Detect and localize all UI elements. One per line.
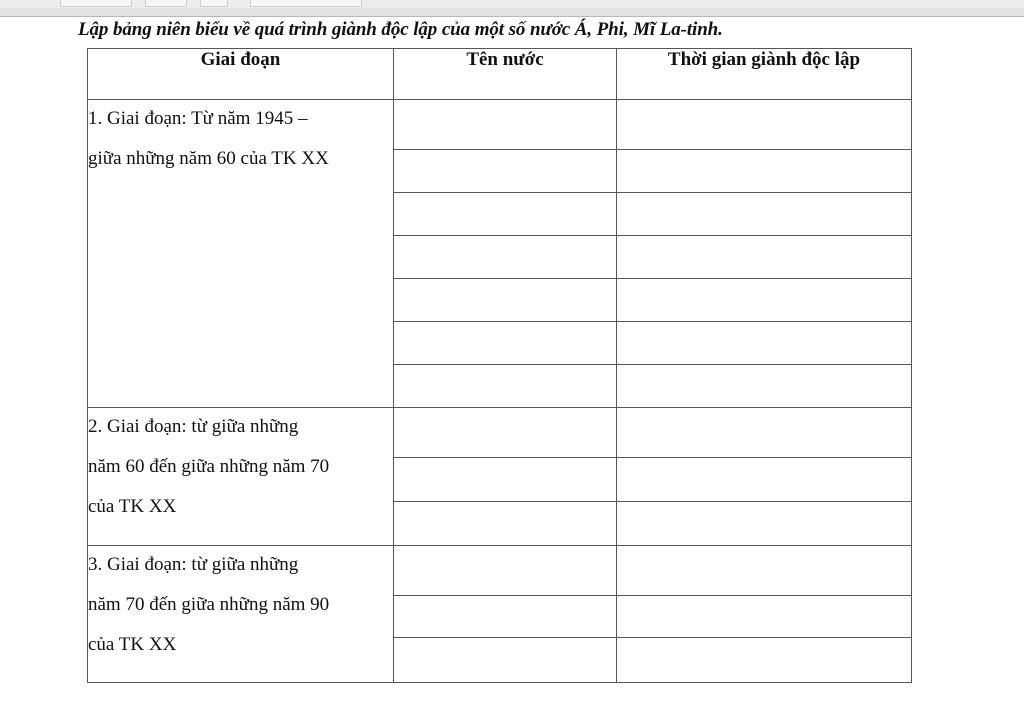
time-cell[interactable] xyxy=(617,236,912,279)
stage-3-line-2: năm 70 đến giữa những năm 90 xyxy=(88,594,330,615)
time-cell[interactable] xyxy=(617,150,912,193)
window-toolbar xyxy=(0,0,1024,17)
toolbar-slot[interactable] xyxy=(200,0,228,7)
country-cell[interactable] xyxy=(394,596,617,638)
country-cell[interactable] xyxy=(394,279,617,322)
country-cell[interactable] xyxy=(394,322,617,365)
header-country: Tên nước xyxy=(394,49,617,100)
toolbar-slot[interactable] xyxy=(60,0,132,7)
stage-2-line-2: năm 60 đến giữa những năm 70 xyxy=(88,456,330,477)
country-cell[interactable] xyxy=(394,193,617,236)
country-cell[interactable] xyxy=(394,236,617,279)
stage-3-cell xyxy=(88,546,394,683)
table-row xyxy=(88,546,912,596)
document-title: Lập bảng niên biểu về quá trình giành độc lập của một số nước Á, Phi, Mĩ La-tinh. xyxy=(78,19,723,40)
table-header-row xyxy=(88,49,912,100)
toolbar-slot[interactable] xyxy=(250,0,362,7)
country-cell[interactable] xyxy=(394,365,617,408)
country-cell[interactable] xyxy=(394,546,617,596)
time-cell[interactable] xyxy=(617,279,912,322)
time-cell[interactable] xyxy=(617,408,912,458)
header-stage: Giai đoạn xyxy=(88,49,394,100)
country-cell[interactable] xyxy=(394,638,617,683)
stage-1-line-1: 1. Giai đoạn: Từ năm 1945 – xyxy=(88,108,308,129)
stage-3-line-1: 3. Giai đoạn: từ giữa những xyxy=(88,554,299,575)
country-cell[interactable] xyxy=(394,408,617,458)
table-row xyxy=(88,408,912,458)
time-cell[interactable] xyxy=(617,596,912,638)
chronology-table xyxy=(87,48,912,683)
stage-2-cell xyxy=(88,408,394,546)
header-independence-time: Thời gian giành độc lập xyxy=(617,49,912,100)
country-cell[interactable] xyxy=(394,458,617,502)
time-cell[interactable] xyxy=(617,322,912,365)
time-cell[interactable] xyxy=(617,638,912,683)
time-cell[interactable] xyxy=(617,193,912,236)
time-cell[interactable] xyxy=(617,546,912,596)
country-cell[interactable] xyxy=(394,100,617,150)
stage-2-line-1: 2. Giai đoạn: từ giữa những xyxy=(88,416,299,437)
time-cell[interactable] xyxy=(617,458,912,502)
country-cell[interactable] xyxy=(394,150,617,193)
time-cell[interactable] xyxy=(617,502,912,546)
time-cell[interactable] xyxy=(617,365,912,408)
toolbar-slot[interactable] xyxy=(145,0,187,7)
stage-2-line-3: của TK XX xyxy=(88,496,177,517)
time-cell[interactable] xyxy=(617,100,912,150)
stage-1-line-2: giữa những năm 60 của TK XX xyxy=(88,148,329,169)
table-row xyxy=(88,100,912,150)
stage-1-cell xyxy=(88,100,394,408)
stage-3-line-3: của TK XX xyxy=(88,634,177,655)
country-cell[interactable] xyxy=(394,502,617,546)
